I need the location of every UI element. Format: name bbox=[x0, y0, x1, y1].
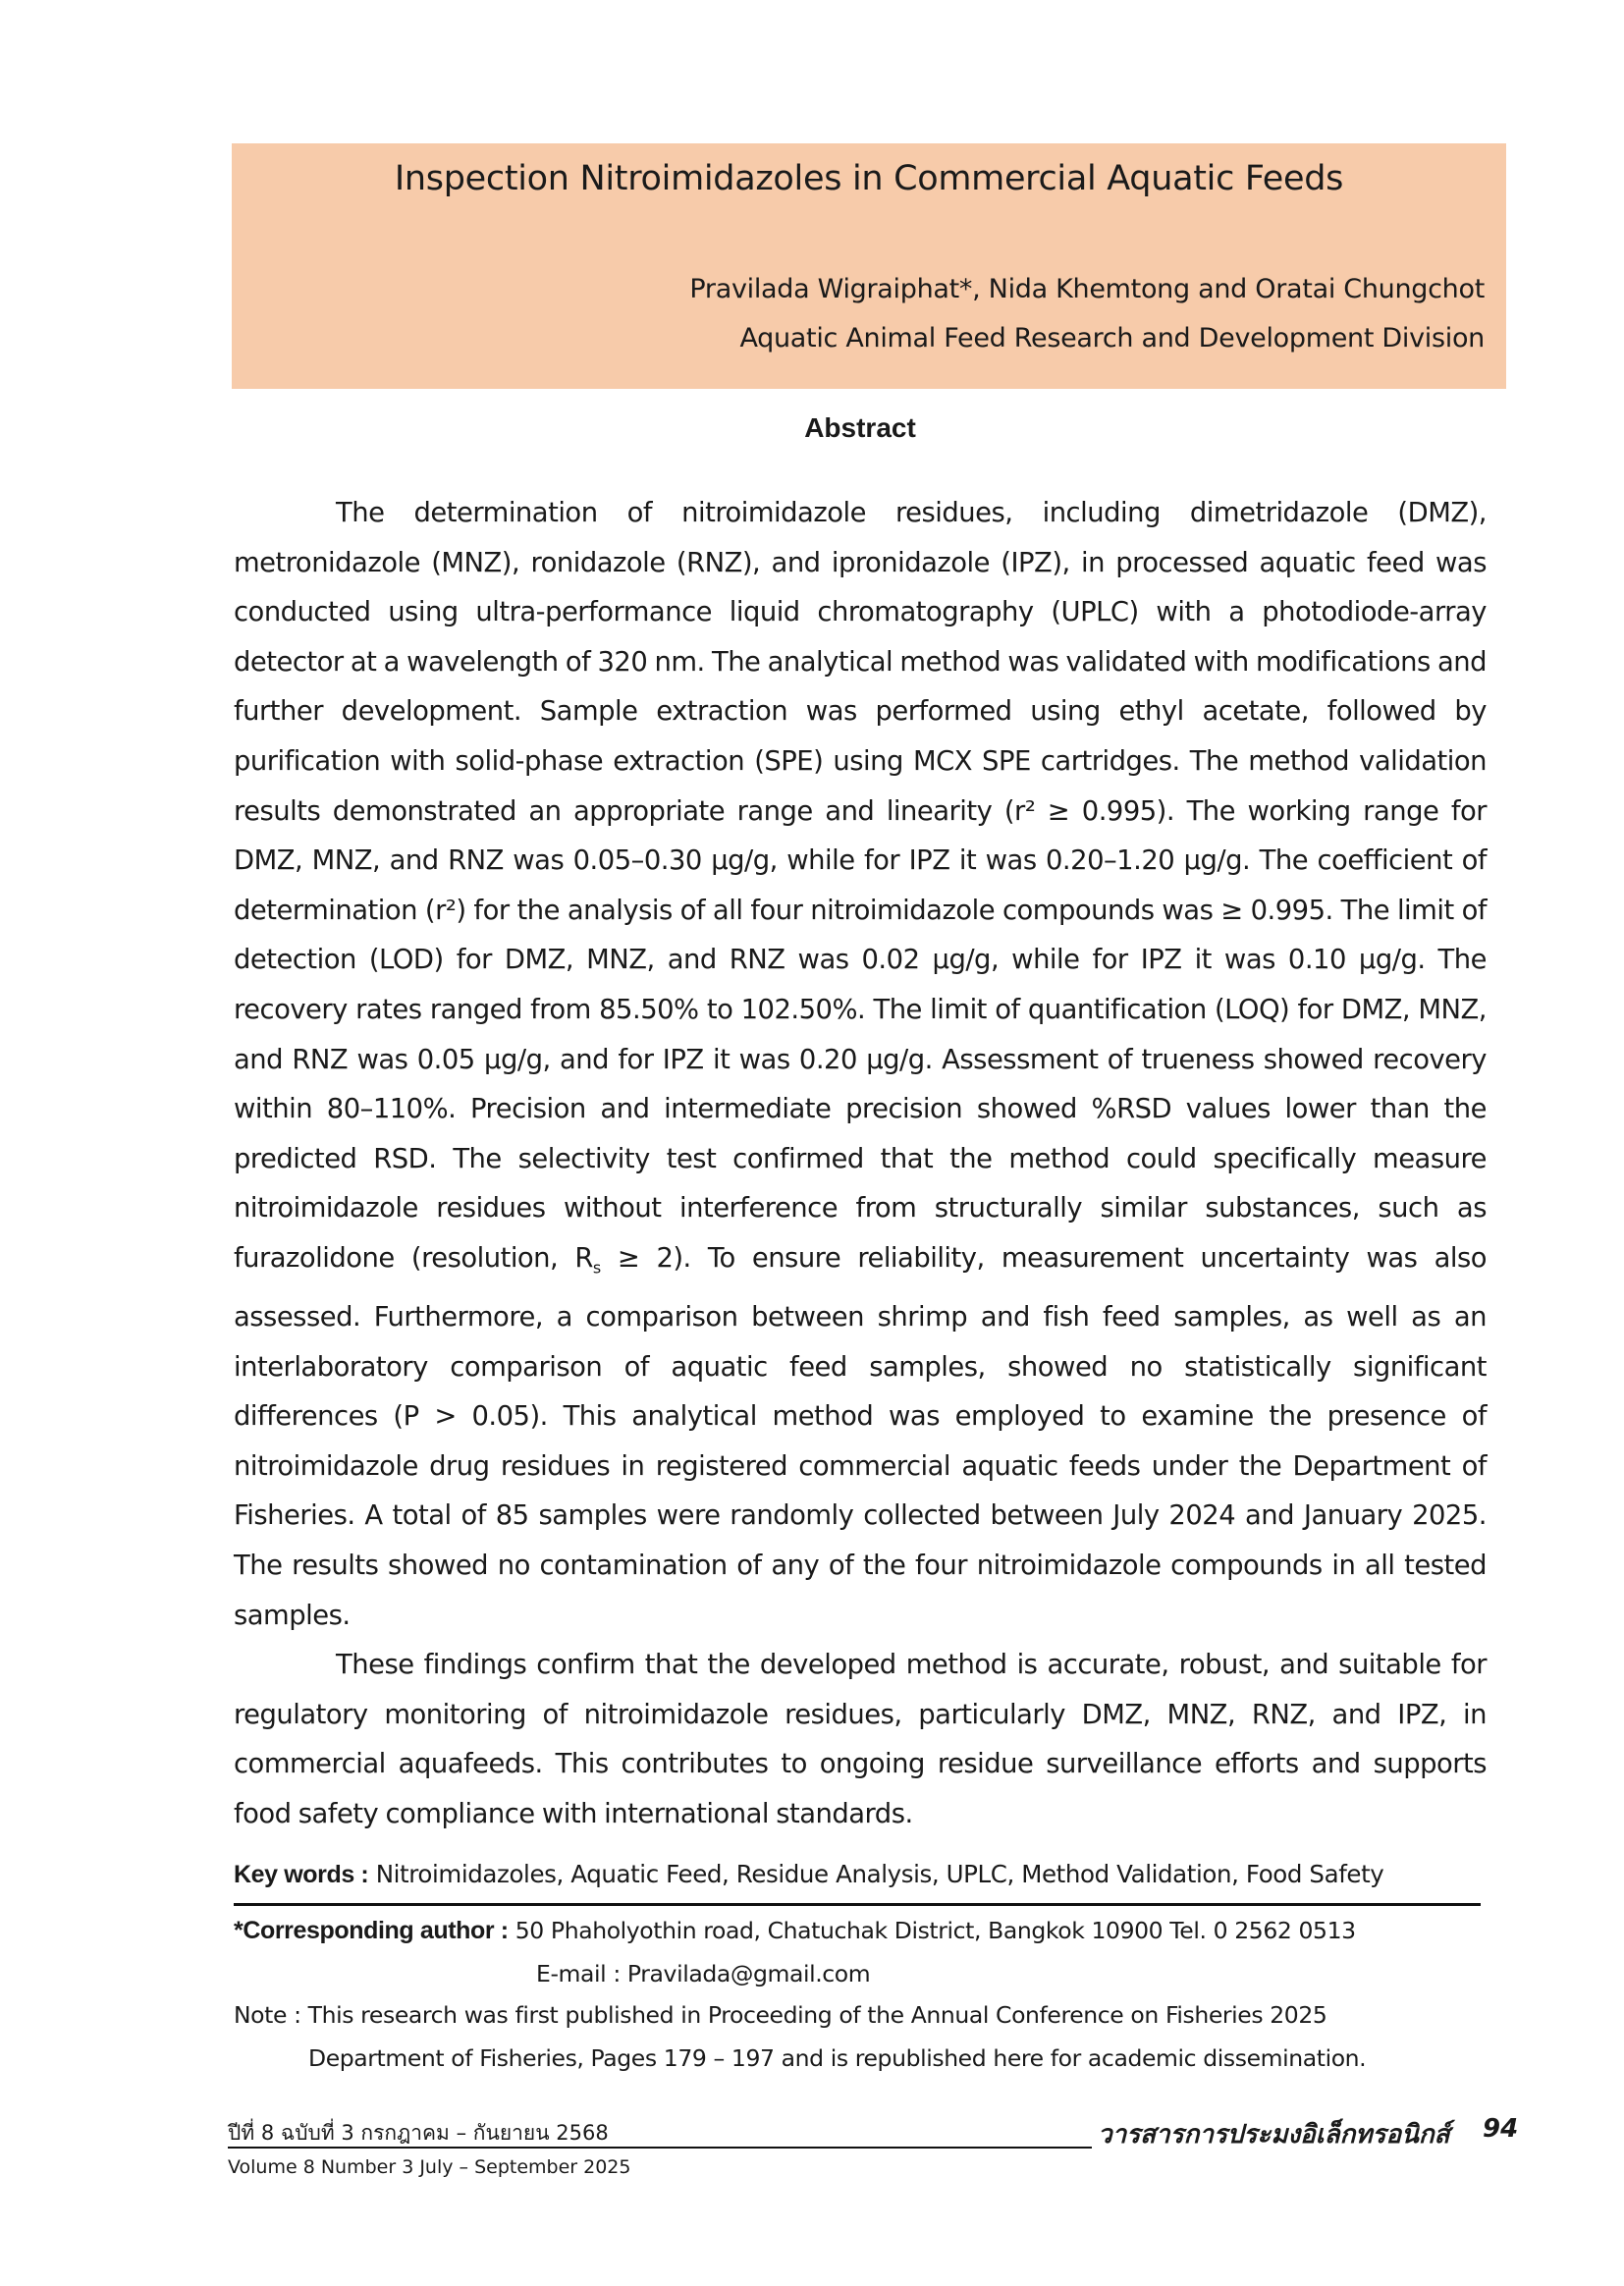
corresponding-author-label: *Corresponding author : bbox=[234, 1917, 509, 1944]
corresponding-author-email: E-mail : Pravilada@gmail.com bbox=[536, 1960, 871, 1987]
footer-page-number: 94 bbox=[1483, 2114, 1519, 2144]
keywords-line bbox=[234, 1860, 1383, 1889]
footer-issue-thai: ปีที่ 8 ฉบับที่ 3 กรกฎาคม – กันยายน 2568 bbox=[228, 2121, 609, 2145]
abstract-paragraph-2: These findings confirm that the developed method is accurate, robust, and suitable for regulatory monitoring of nitroimidazole residues, particularly DMZ, MNZ, RNZ, and IPZ, in commercial aquafeeds. This contributes to ongoing residue surveillance efforts and supports food safety compliance with international standards. bbox=[234, 1650, 1487, 1829]
abstract-heading: Abstract bbox=[804, 412, 916, 443]
abstract-p1-part-a: The determination of nitroimidazole residues, including dimetridazole (DMZ), metronidazole (MNZ), ronidazole (RNZ), and ipronidazole (IPZ), in processed aquatic feed was conducted using ultra-performance liquid chromatography (UPLC) with a photodiode-array detector at a wavelength of 320 nm. The analytical method was validated with modifications and further development. Sample extraction was performed using ethyl acetate, followed by purification with solid-phase extraction (SPE) using MCX SPE cartridges. The method validation results demonstrated an appropriate range and linearity (r² ≥ 0.995). The working range for DMZ, MNZ, and RNZ was 0.05–0.30 µg/g, while for IPZ it was 0.20–1.20 µg/g. The coefficient of determination (r²) for the analysis of all four nitroimidazole compounds was ≥ 0.995. The limit of detection (LOD) for DMZ, MNZ, and RNZ was 0.02 µg/g, while for IPZ it was 0.10 µg/g. The recovery rates ranged from 85.50% to 102.50%. The limit of quantification (LOQ) for DMZ, MNZ, and RNZ was 0.05 µg/g, and for IPZ it was 0.20 µg/g. Assessment of trueness showed recovery within 80–110%. Precision and intermediate precision showed %RSD values lower than the predicted RSD. The selectivity test confirmed that the method could specifically measure nitroimidazole residues without interference from structurally similar substances, such as furazolidone (resolution, R bbox=[234, 498, 1487, 1274]
paper-title: Inspection Nitroimidazoles in Commercial Aquatic Feeds bbox=[394, 159, 1344, 198]
footer-divider bbox=[228, 2147, 1092, 2149]
abstract-paragraph-1 bbox=[234, 489, 1487, 1641]
keywords-divider bbox=[234, 1903, 1481, 1906]
corresponding-author-address: 50 Phaholyothin road, Chatuchak District, Bangkok 10900 Tel. 0 2562 0513 bbox=[508, 1917, 1356, 1944]
footer-issue-english: Volume 8 Number 3 July – September 2025 bbox=[228, 2156, 631, 2178]
corresponding-author-line bbox=[234, 1909, 1356, 1952]
abstract-p1-part-b: ≥ 2). To ensure reliability, measurement uncertainty was also assessed. Furthermore, a comparison between shrimp and fish feed samples, as well as an interlaboratory comparison of aquatic feed samples, showed no statistically significant differences (P > 0.05). This analytical method was employed to examine the presence of nitroimidazole drug residues in registered commercial aquatic feeds under the Department of Fisheries. A total of 85 samples were randomly collected between July 2024 and January 2025. The results showed no contamination of any of the four nitroimidazole compounds in all tested samples. bbox=[234, 1242, 1487, 1631]
keywords-label: Key words : bbox=[234, 1861, 369, 1888]
publication-note bbox=[234, 1993, 1366, 2080]
footer-journal-name: วารสารการประมงอิเล็กทรอนิกส์ bbox=[1098, 2120, 1450, 2150]
keywords-text: Nitroimidazoles, Aquatic Feed, Residue Analysis, UPLC, Method Validation, Food Safety bbox=[368, 1860, 1384, 1888]
author-names: Pravilada Wigraiphat*, Nida Khemtong and Oratai Chungchot bbox=[689, 274, 1485, 304]
abstract-p1-subscript: s bbox=[592, 1258, 601, 1278]
author-affiliation: Aquatic Animal Feed Research and Development Division bbox=[739, 323, 1485, 354]
corresponding-author-block bbox=[234, 1909, 1356, 1995]
note-line-2: Department of Fisheries, Pages 179 – 197 and is republished here for academic dissemination. bbox=[308, 2044, 1367, 2072]
abstract-body bbox=[234, 489, 1487, 1840]
title-banner bbox=[232, 143, 1506, 389]
note-line-1: Note : This research was first published in Proceeding of the Annual Conference on Fisheries 2025 bbox=[234, 2001, 1327, 2029]
author-block bbox=[689, 265, 1485, 363]
